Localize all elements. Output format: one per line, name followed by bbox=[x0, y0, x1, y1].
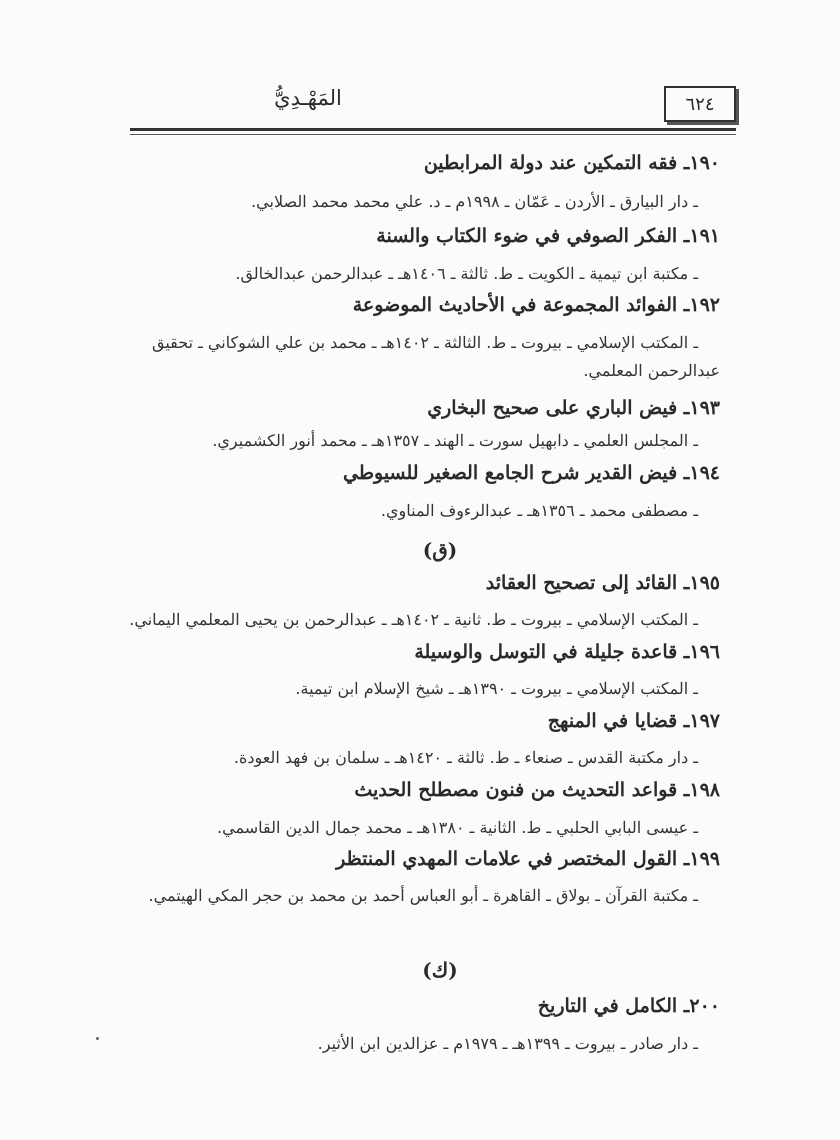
running-header-title: المَهْـدِيُّ bbox=[274, 86, 342, 110]
entry-title: ١٩٥ـ القائد إلى تصحيح العقائد bbox=[485, 572, 720, 594]
entry-title: ١٩٢ـ الفوائد المجموعة في الأحاديث الموضوعة bbox=[352, 294, 720, 316]
entry-detail: ـ مكتبة ابن تيمية ـ الكويت ـ ط. ثالثة ـ ١٤٠٦هـ ـ عبدالرحمن عبدالخالق. bbox=[235, 264, 698, 283]
entry-title: ٢٠٠ـ الكامل في التاريخ bbox=[537, 995, 720, 1017]
header-rule-thick bbox=[130, 128, 736, 131]
entry-detail: عبدالرحمن المعلمي. bbox=[583, 361, 720, 380]
entry-detail: ـ المكتب الإسلامي ـ بيروت ـ ١٣٩٠هـ ـ شيخ الإسلام ابن تيمية. bbox=[295, 679, 698, 698]
entry-title: ١٩٠ـ فقه التمكين عند دولة المرابطين bbox=[423, 152, 720, 174]
entry-detail: ـ عيسى البابي الحلبي ـ ط. الثانية ـ ١٣٨٠هـ ـ محمد جمال الدين القاسمي. bbox=[217, 818, 698, 837]
entry-title: ١٩٨ـ قواعد التحديث من فنون مصطلح الحديث bbox=[354, 779, 720, 801]
entry-detail: ـ المكتب الإسلامي ـ بيروت ـ ط. ثانية ـ ١٤٠٢هـ ـ عبدالرحمن بن يحيى المعلمي اليماني. bbox=[129, 610, 698, 629]
entry-detail: ـ دار صادر ـ بيروت ـ ١٣٩٩هـ ـ ١٩٧٩م ـ عزالدين ابن الأثير. bbox=[317, 1034, 698, 1053]
scan-speck bbox=[96, 1037, 99, 1040]
page-number-box bbox=[664, 86, 736, 122]
entry-title: ١٩٩ـ القول المختصر في علامات المهدي المنتظر bbox=[336, 848, 720, 870]
entry-detail: ـ مصطفى محمد ـ ١٣٥٦هـ ـ عبدالرءوف المناوي. bbox=[380, 501, 698, 520]
entry-detail: ـ مكتبة القرآن ـ بولاق ـ القاهرة ـ أبو العباس أحمد بن محمد بن حجر المكي الهيتمي. bbox=[148, 886, 698, 905]
entry-title: ١٩٣ـ فيض الباري على صحيح البخاري bbox=[427, 397, 720, 419]
entry-title: ١٩٦ـ قاعدة جليلة في التوسل والوسيلة bbox=[414, 641, 720, 663]
entry-title: ١٩١ـ الفكر الصوفي في ضوء الكتاب والسنة bbox=[376, 225, 720, 247]
entry-detail: ـ دار البيارق ـ الأردن ـ عَمّان ـ ١٩٩٨م ـ د. علي محمد محمد الصلابي. bbox=[251, 192, 698, 211]
page-number: ٦٢٤ bbox=[685, 93, 715, 115]
entry-detail: ـ المجلس العلمي ـ دابهيل سورت ـ الهند ـ ١٣٥٧هـ ـ محمد أنور الكشميري. bbox=[212, 431, 698, 450]
entry-title: ١٩٧ـ قضايا في المنهج bbox=[547, 710, 720, 732]
entry-detail: ـ دار مكتبة القدس ـ صنعاء ـ ط. ثالثة ـ ١٤٢٠هـ ـ سلمان بن فهد العودة. bbox=[233, 748, 698, 767]
header-rule-thin bbox=[130, 134, 736, 135]
section-letter: (ك) bbox=[422, 958, 458, 982]
entry-title: ١٩٤ـ فيض القدير شرح الجامع الصغير للسيوطي bbox=[343, 462, 720, 484]
section-letter: (ق) bbox=[422, 538, 458, 562]
entry-detail: ـ المكتب الإسلامي ـ بيروت ـ ط. الثالثة ـ ١٤٠٢هـ ـ محمد بن علي الشوكاني ـ تحقيق bbox=[151, 333, 698, 352]
